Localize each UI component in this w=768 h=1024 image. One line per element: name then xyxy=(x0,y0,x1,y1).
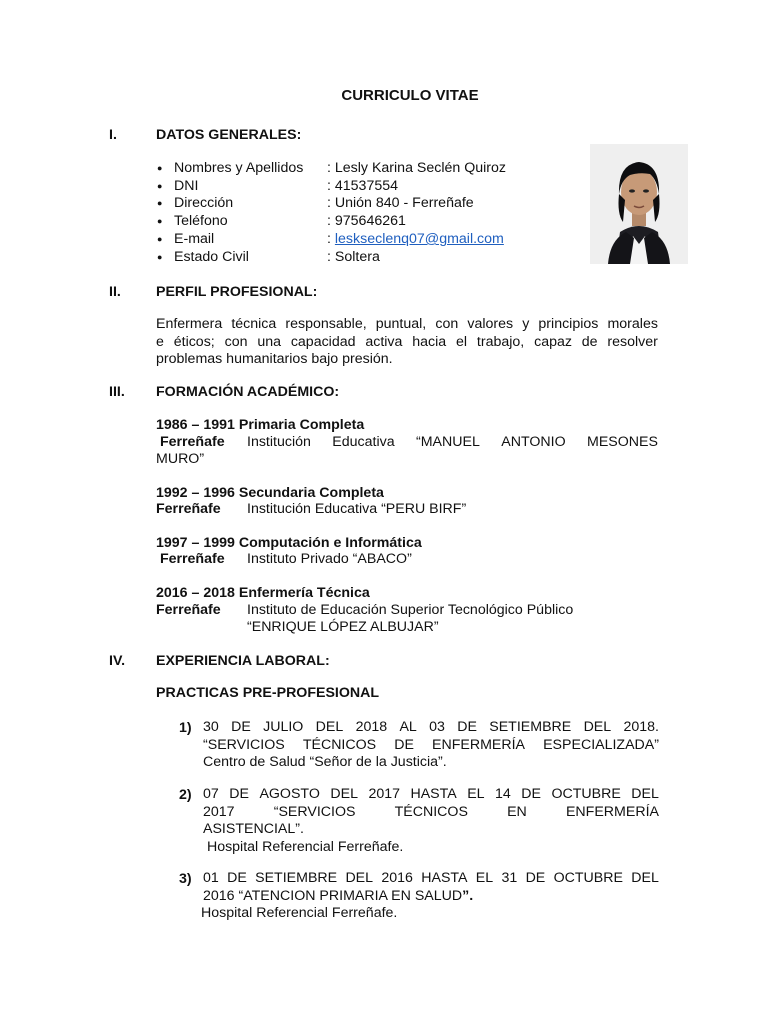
word: Educativa xyxy=(332,434,395,450)
word: EL xyxy=(475,870,494,886)
bullet-icon: ● xyxy=(157,252,163,262)
word: 2017 xyxy=(203,803,235,820)
word: 2018 xyxy=(355,719,388,735)
personal-value: : Soltera xyxy=(327,249,380,265)
word: 14 xyxy=(495,786,511,802)
education-entry-heading xyxy=(156,536,422,550)
word: 2016 xyxy=(381,870,413,886)
word: y xyxy=(522,316,530,332)
section-number-perfil: II. xyxy=(109,284,121,300)
word: MESONES xyxy=(587,434,658,450)
word: hacia xyxy=(412,333,447,350)
education-degree: Primaria Completa xyxy=(238,417,365,433)
experience-number: 3) xyxy=(179,871,192,887)
profile-line xyxy=(156,316,658,334)
word: EN xyxy=(507,803,527,820)
education-place: Ferreñafe xyxy=(156,602,221,618)
word: OCTUBRE xyxy=(551,786,621,802)
personal-label: Nombres y Apellidos xyxy=(174,160,304,176)
word: DE xyxy=(525,870,546,886)
word: el xyxy=(456,333,468,350)
personal-value: : 975646261 xyxy=(327,213,406,229)
word: 2017 xyxy=(368,786,400,802)
education-institution-cont: MURO” xyxy=(156,451,205,467)
word: técnica xyxy=(231,316,277,332)
bullet-icon: ● xyxy=(157,216,163,226)
word: TÉCNICOS xyxy=(302,736,377,753)
word: 03 xyxy=(429,719,445,735)
education-entry-heading xyxy=(156,586,370,600)
word: una xyxy=(257,333,281,350)
word: responsable, xyxy=(285,316,367,332)
personal-label: DNI xyxy=(174,178,199,194)
education-entry-heading xyxy=(156,418,364,432)
word: principios xyxy=(538,316,599,332)
word: JULIO xyxy=(263,719,304,735)
word: 30 xyxy=(203,719,219,735)
personal-label: Teléfono xyxy=(174,213,228,229)
word: SETIEMBRE xyxy=(489,719,572,735)
word: DEL xyxy=(583,719,612,735)
word: ESPECIALIZADA” xyxy=(543,736,659,753)
experience-entry: 30 DE JULIO DEL 2018 AL 03 DE SETIEMBRE DEL 2018. “SERVICIOS TÉCNICOS DE ENFERMERÍA ESPECIALIZADA” Centro de Salud “Señor de la Justicia”. xyxy=(203,719,659,770)
personal-label: E-mail xyxy=(174,231,215,247)
word: DE xyxy=(227,870,247,886)
personal-value: : Lesly Karina Seclén Quiroz xyxy=(327,160,507,176)
experience-number: 1) xyxy=(179,720,192,736)
word: DE xyxy=(231,719,251,735)
word: morales xyxy=(607,316,658,332)
word: capaz xyxy=(534,333,572,350)
word: DE xyxy=(229,786,249,802)
profile-paragraph xyxy=(156,316,658,369)
experience-number: 2) xyxy=(179,787,192,803)
word: AL xyxy=(399,719,417,735)
word: 2018. xyxy=(623,719,659,735)
word: 01 xyxy=(203,870,219,886)
bullet-icon: ● xyxy=(157,181,163,191)
word: Institución xyxy=(247,434,311,450)
word: ANTONIO xyxy=(501,434,566,450)
experience-entry: 01 DE SETIEMBRE DEL 2016 HASTA EL 31 DE OCTUBRE DEL 2016 “ATENCION PRIMARIA EN SALUD”. Hospital Referencial Ferreñafe. xyxy=(201,870,659,921)
word: OCTUBRE xyxy=(553,870,623,886)
education-institution-cont: “ENRIQUE LÓPEZ ALBUJAR” xyxy=(247,619,439,635)
word: Enfermera xyxy=(156,316,223,332)
education-degree: Computación e Informática xyxy=(238,535,422,551)
practicas-heading: PRACTICAS PRE-PROFESIONAL xyxy=(156,685,380,701)
word: DEL xyxy=(315,719,344,735)
section-title-datos: DATOS GENERALES: xyxy=(156,127,302,143)
profile-line xyxy=(156,334,658,352)
bullet-icon: ● xyxy=(157,198,163,208)
education-degree: Enfermería Técnica xyxy=(238,585,370,601)
education-years: 2016 – 2018 xyxy=(156,585,235,601)
word: DEL xyxy=(631,786,659,802)
word: 07 xyxy=(203,786,219,802)
personal-value: : 41537554 xyxy=(327,178,399,194)
education-institution xyxy=(247,434,658,452)
word: SETIEMBRE xyxy=(255,870,338,886)
education-place: Ferreñafe xyxy=(156,551,225,567)
word: AGOSTO xyxy=(259,786,320,802)
word: “MANUEL xyxy=(415,434,480,450)
email-link[interactable]: leskseclenq07@gmail.com xyxy=(334,231,504,247)
word: e xyxy=(156,333,164,350)
word: TÉCNICOS xyxy=(394,803,468,820)
document-title: CURRICULO VITAE xyxy=(341,87,479,104)
word: DE xyxy=(457,719,477,735)
word: con xyxy=(435,316,459,332)
word: puntual, xyxy=(375,316,427,332)
education-institution: Instituto Privado “ABACO” xyxy=(247,551,412,567)
section-title-perfil: PERFIL PROFESIONAL: xyxy=(156,284,318,300)
word: activa xyxy=(365,333,403,350)
word: HASTA xyxy=(410,786,457,802)
word: EL xyxy=(467,786,485,802)
education-years: 1997 – 1999 xyxy=(156,535,235,551)
word: DE xyxy=(521,786,541,802)
word: ENFERMERÍA xyxy=(565,803,659,820)
education-entry-heading xyxy=(156,486,384,500)
word: DEL xyxy=(631,870,659,886)
experience-entry: 07 DE AGOSTO DEL 2017 HASTA EL 14 DE OCTUBRE DEL 2017 “SERVICIOS TÉCNICOS EN ENFERMERÍA ASISTENCIAL”. Hospital Referencial Ferreñafe. xyxy=(203,786,659,855)
word: DE xyxy=(394,736,414,753)
education-institution: Instituto de Educación Superior Tecnológico Público xyxy=(247,602,574,618)
education-years: 1992 – 1996 xyxy=(156,485,235,501)
word: “SERVICIOS xyxy=(203,736,285,753)
personal-value: : leskseclenq07@gmail.com xyxy=(327,231,504,247)
word: 31 xyxy=(501,870,518,886)
personal-label: Estado Civil xyxy=(174,249,249,265)
portrait-image xyxy=(590,144,688,264)
word: capacidad xyxy=(290,333,356,350)
personal-value: : Unión 840 - Ferreñafe xyxy=(327,195,474,211)
word: con xyxy=(224,333,248,350)
section-title-formacion: FORMACIÓN ACADÉMICO: xyxy=(156,384,340,400)
education-place: Ferreñafe xyxy=(156,434,225,450)
word: DEL xyxy=(330,786,358,802)
bullet-icon: ● xyxy=(157,234,163,244)
word: ENFERMERÍA xyxy=(432,736,526,753)
word: éticos; xyxy=(173,333,215,350)
word: HASTA xyxy=(421,870,468,886)
section-number-datos: I. xyxy=(109,127,117,143)
education-place: Ferreñafe xyxy=(156,501,221,517)
section-number-formacion: III. xyxy=(109,384,125,400)
word: de xyxy=(581,333,598,350)
education-degree: Secundaria Completa xyxy=(238,485,384,501)
word: resolver xyxy=(607,333,658,350)
profile-photo xyxy=(590,144,688,264)
personal-label: Dirección xyxy=(174,195,234,211)
word: valores xyxy=(467,316,514,332)
profile-line: problemas humanitarios bajo presión. xyxy=(156,351,393,367)
bullet-icon: ● xyxy=(157,163,163,173)
education-years: 1986 – 1991 xyxy=(156,417,235,433)
education-institution: Institución Educativa “PERU BIRF” xyxy=(247,501,467,517)
word: “SERVICIOS xyxy=(273,803,356,820)
word: trabajo, xyxy=(476,333,525,350)
section-title-experiencia: EXPERIENCIA LABORAL: xyxy=(156,653,330,669)
section-number-experiencia: IV. xyxy=(109,653,126,669)
word: DEL xyxy=(345,870,374,886)
